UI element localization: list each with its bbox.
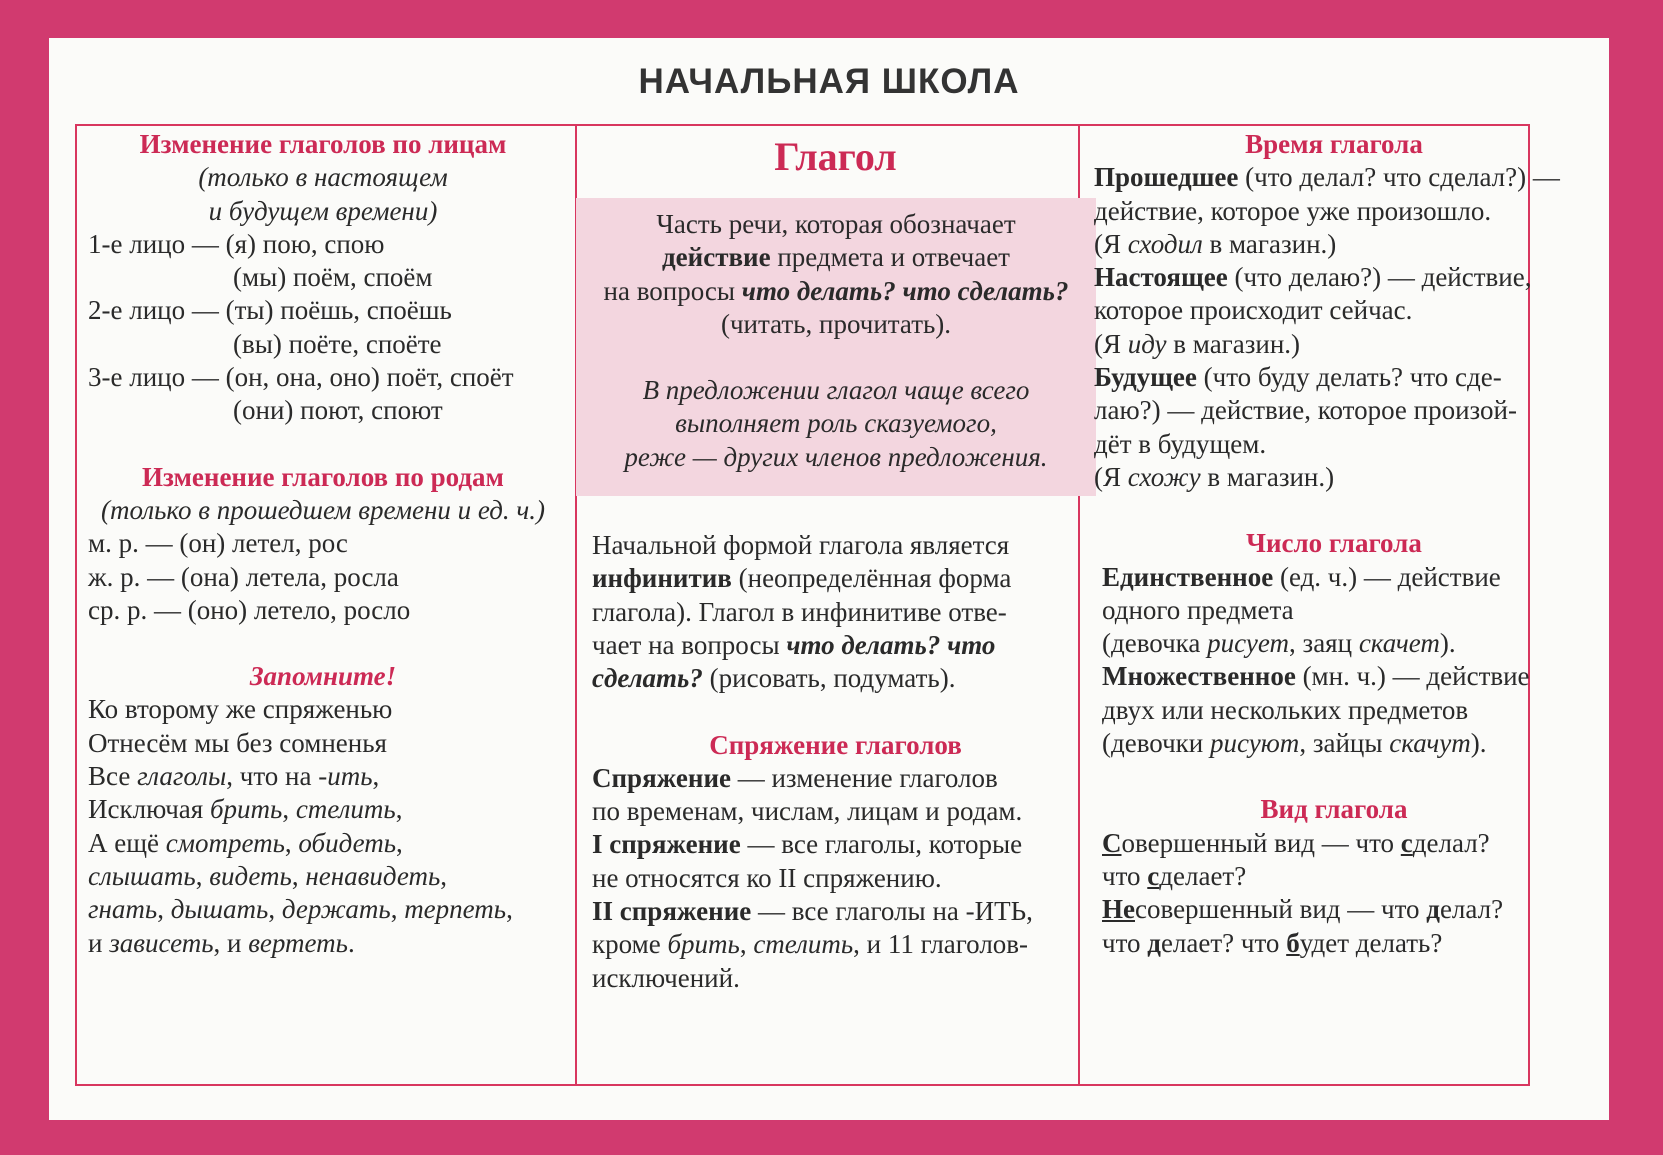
gender-line: м. р. — (он) летел, рос [88, 528, 348, 559]
gender-heading: Изменение глаголов по родам [142, 461, 504, 492]
infinitive-line: глагола). Глагол в инфинитиве отве- [592, 596, 1007, 627]
conjugation-line: исключений. [592, 962, 740, 993]
poem-line: и зависеть, и вертеть. [88, 927, 355, 958]
number-line: (девочка рисует, заяц скачет). [1102, 628, 1456, 659]
conjugation-heading: Спряжение глаголов [709, 729, 962, 760]
tense-line: действие, которое уже произошло. [1094, 195, 1492, 226]
tense-line: (Я схожу в магазин.) [1094, 461, 1335, 492]
conjugation-line: II спряжение — все глаголы на -ИТЬ, [592, 896, 1033, 927]
conjugation-line: по временам, числам, лицам и родам. [592, 796, 1023, 827]
center-column [592, 128, 1079, 995]
poem-line: Ко второму же спряженью [88, 694, 393, 725]
poem-line: Все глаголы, что на -ить, [88, 761, 380, 792]
poem-line: Исключая брить, стелить, [88, 794, 403, 825]
syntax-line: В предложении глагол чаще всего [642, 375, 1030, 406]
person-line: 3-е лицо — (он, она, оно) поёт, споёт [88, 362, 514, 393]
person-line: (они) поют, споют [233, 395, 443, 426]
infinitive-line: сделать? (рисовать, подумать). [592, 663, 956, 694]
gender-line: ж. р. — (она) летела, росла [88, 561, 399, 592]
number-line: Единственное (ед. ч.) — действие [1102, 561, 1501, 592]
number-heading: Число глагола [1246, 528, 1422, 559]
left-column [88, 128, 558, 960]
poem-line: гнать, дышать, держать, терпеть, [88, 894, 513, 925]
conjugation-line: Спряжение — изменение глаголов [592, 762, 998, 793]
poem-line: Отнесём мы без сомненья [88, 727, 387, 758]
tense-line: лаю?) — действие, которое произой- [1094, 395, 1517, 426]
tense-heading: Время глагола [1245, 129, 1423, 159]
conjugation-line: кроме брить, стелить, и 11 глаголов- [592, 929, 1029, 960]
poem-line: слышать, видеть, ненавидеть, [88, 860, 447, 891]
conjugation-line: не относятся ко II спряжению. [592, 862, 942, 893]
tense-line: (Я сходил в магазин.) [1094, 228, 1337, 259]
number-line: двух или нескольких предметов [1102, 694, 1469, 725]
definition-line: Часть речи, которая обозначает [656, 209, 1016, 239]
definition-box [576, 198, 1096, 496]
tense-line: которое происходит сейчас. [1094, 295, 1413, 326]
syntax-line: реже — других членов предложения. [624, 441, 1048, 472]
aspect-heading: Вид глагола [1260, 794, 1408, 825]
conjugation-line: I спряжение — все глаголы, которые [592, 829, 1023, 860]
number-line: одного предмета [1102, 594, 1294, 625]
right-column [1094, 128, 1574, 960]
remember-heading: Запомните! [249, 661, 397, 692]
persons-note: и будущем времени) [208, 195, 438, 226]
gender-note: (только в прошедшем времени и ед. ч.) [101, 494, 545, 525]
tense-line: Будущее (что буду делать? что сде- [1094, 362, 1502, 393]
infinitive-line: чает на вопросы что делать? что [592, 629, 996, 660]
aspect-line: Несовершенный вид — что делал? [1102, 894, 1504, 925]
page-title: НАЧАЛЬНАЯ ШКОЛА [638, 62, 1020, 101]
person-line: (мы) поём, споём [233, 262, 433, 293]
infinitive-line: инфинитив (неопределённая форма [592, 563, 1012, 594]
person-line: (вы) поёте, споёте [233, 328, 442, 359]
definition-line: действие предмета и отвечает [662, 242, 1010, 273]
main-heading: Глагол [774, 134, 897, 179]
syntax-line: выполняет роль сказуемого, [675, 408, 997, 439]
tense-line: (Я иду в магазин.) [1094, 328, 1301, 359]
infinitive-line: Начальной формой глагола является [592, 530, 1010, 561]
poem-line: А ещё смотреть, обидеть, [88, 827, 403, 858]
person-line: 1-е лицо — (я) пою, спою [88, 228, 385, 259]
person-line: 2-е лицо — (ты) поёшь, споёшь [88, 295, 452, 326]
tense-line: Настоящее (что делаю?) — действие, [1094, 262, 1532, 293]
tense-line: Прошедшее (что делал? что сделал?) — [1094, 162, 1560, 193]
definition-line: на вопросы что делать? что сделать? [603, 275, 1069, 306]
number-line: Множественное (мн. ч.) — действие [1102, 661, 1530, 692]
aspect-line: что сделает? [1102, 860, 1247, 891]
definition-line: (читать, прочитать). [720, 308, 952, 339]
persons-note: (только в настоящем [198, 162, 448, 193]
aspect-line: Совершенный вид — что сделал? [1102, 827, 1490, 858]
persons-heading: Изменение глаголов по лицам [139, 129, 507, 159]
gender-line: ср. р. — (оно) летело, росло [88, 594, 411, 625]
tense-line: дёт в будущем. [1094, 428, 1267, 459]
number-line: (девочки рисуют, зайцы скачут). [1102, 728, 1487, 759]
aspect-line: что делает? что будет делать? [1102, 927, 1443, 958]
